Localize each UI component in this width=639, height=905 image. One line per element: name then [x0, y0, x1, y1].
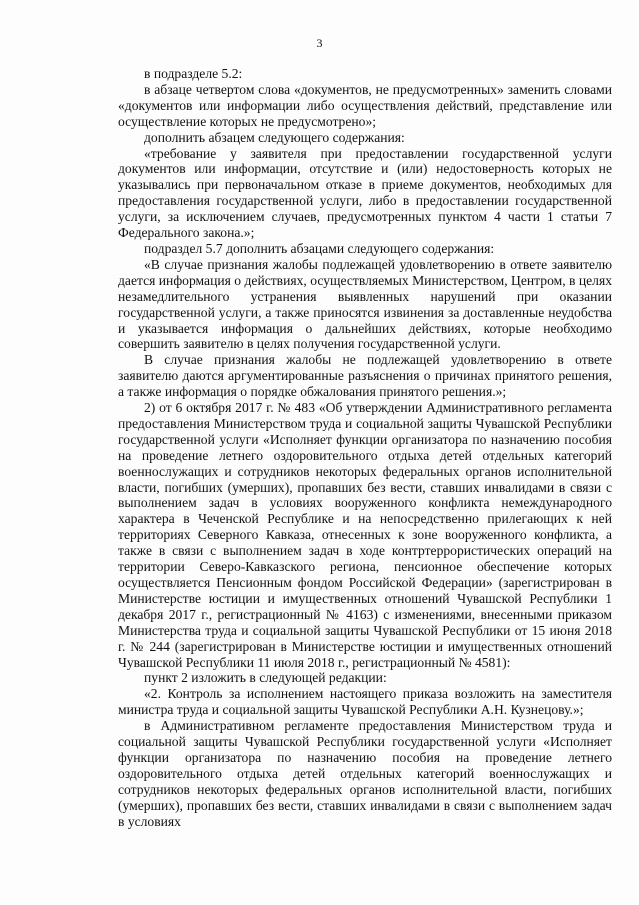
paragraph: В случае признания жалобы не подлежащей удовлетворению в ответе заявителю даются аргументированные разъяснения о причинах принятого решения, а также информация о порядке обжалования принятого решения.»;: [118, 352, 612, 400]
paragraph: пункт 2 изложить в следующей редакции:: [144, 670, 387, 686]
paragraph: в абзаце четвертом слова «документов, не предусмотренных» заменить словами «документов или информации либо осуществления действий, представление или осуществление которых не предусмотрено»;: [118, 81, 612, 129]
document-body: [118, 66, 612, 830]
paragraph: 2) от 6 октября 2017 г. № 483 «Об утверждении Административного регламента предоставления Министерством труда и социальной защиты Чувашской Республики государственной услуги «Исполняет функции организатора по назначению пособия на проведение летнего оздоровительного отдыха детей отдельных категорий военнослужащих и сотрудников некоторых федеральных органов исполнительной власти, погибших (умерших), пропавших без вести, ставших инвалидами в связи с выполнением задач в условиях вооруженного конфликта немеждународного характера в Чеченской Республике и на непосредственно прилегающих к ней территориях Северного Кавказа, отнесенных к зоне вооруженного конфликта, а также в связи с выполнением задач в ходе контртеррористических операций на территории Северо-Кавказского региона, пенсионное обеспечение которых осуществляется Пенсионным фондом Российской Федерации» (зарегистрирован в Министерстве юстиции и имущественных отношений Чувашской Республики 1 декабря 2017 г., регистрационный № 4163) с изменениями, внесенными приказом Министерства труда и социальной защиты Чувашской Республики от 15 июня 2018 г. № 244 (зарегистрирован в Министерстве юстиции и имущественных отношений Чувашской Республики 11 июля 2018 г., регистрационный № 4581):: [118, 400, 612, 670]
paragraph: «В случае признания жалобы подлежащей удовлетворению в ответе заявителю дается информация о действиях, осуществляемых Министерством, Центром, в целях незамедлительного устранения выявленных нарушений при оказании государственной услуги, а также приносятся извинения за доставленные неудобства и указывается информация о дальнейших действиях, которые необходимо совершить заявителю в целях получения государственной услуги.: [118, 256, 612, 352]
paragraph: подраздел 5.7 дополнить абзацами следующего содержания:: [144, 240, 495, 256]
paragraph: в Административном регламенте предоставления Министерством труда и социальной защиты Чувашской Республики государственной услуги «Исполняет функции организатора по назначению пособия на проведение летнего оздоровительного отдыха детей отдельных категорий военнослужащих и сотрудников некоторых федеральных органов исполнительной власти, погибших (умерших), пропавших без вести, ставших инвалидами в связи с выполнением задач в условиях: [118, 718, 612, 829]
paragraph: в подразделе 5.2:: [144, 66, 243, 81]
paragraph: дополнить абзацем следующего содержания:: [144, 129, 405, 145]
page-number: 3: [316, 36, 323, 50]
paragraph: «требование у заявителя при предоставлении государственной услуги документов или информации, отсутствие и (или) недостоверность которых не указывались при первоначальном отказе в приеме документов, необходимых для предоставления государственной услуги, либо в предоставлении государственной услуги, за исключением случаев, предусмотренных пунктом 4 части 1 статьи 7 Федерального закона.»;: [118, 145, 612, 241]
paragraph: «2. Контроль за исполнением настоящего приказа возложить на заместителя министра труда и социальной защиты Чувашской Республики А.Н. Кузнецову.»;: [118, 686, 612, 718]
